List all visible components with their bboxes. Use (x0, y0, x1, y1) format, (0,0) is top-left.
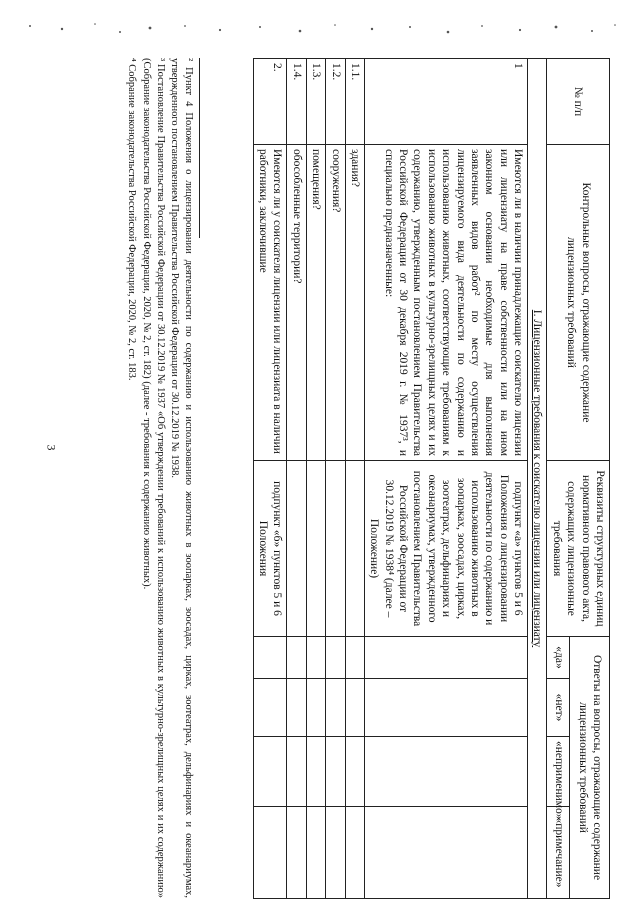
row-num: 1.2. (326, 59, 345, 145)
table-row (326, 59, 345, 899)
header-na: «неприменимо» (547, 737, 570, 807)
footnote-4: ⁴ Собрание законодательства Российской Федерации, 2020, № 2, ст. 183. (126, 58, 138, 381)
answer-na (326, 737, 345, 807)
answer-yes (253, 637, 287, 679)
header-num: № п/п (547, 59, 610, 145)
table-row (287, 59, 306, 899)
section-title: I. Лицензионные требования к соискателю лицензии или лицензиату (528, 59, 547, 899)
rotated-sheet (70, 58, 610, 898)
answer-yes (287, 637, 306, 679)
answer-no (306, 679, 325, 737)
row-requisite: подпункт «а» пунктов 5 и 6 Положения о лицензировании деятельности по содержанию и использованию животных в зоопарках, зоосадах, цирках, зоотеатрах, дельфинариях и океанариумах, утвержденного постановлением Правительства Российской Федерации от 30.12.2019 № 1938⁴ (далее – Положение) (365, 461, 528, 637)
footnote-3: ³ Постановление Правительства Российской Федерации от 30.12.2019 № 1937 «Об утверждении требований к использованию животных в культурно-зрелищных целях и их содержанию» (Собрание законодательства Российской Федерации, 2020, № 2, ст. 182) (далее - требования к содержанию животных). (141, 58, 166, 898)
scan-noise (0, 14, 640, 44)
row-requisite (287, 461, 306, 637)
header-no: «нет» (547, 679, 570, 737)
footnotes (124, 58, 200, 898)
row-num: 1.3. (306, 59, 325, 145)
answer-no (365, 679, 528, 737)
row-num: 2. (253, 59, 287, 145)
answer-note (345, 807, 364, 899)
row-requisite (326, 461, 345, 637)
answer-no (287, 679, 306, 737)
answer-yes (326, 637, 345, 679)
row-question: помещения? (306, 145, 325, 461)
row-requisite: подпункт «б» пунктов 5 и 6 Положения (253, 461, 287, 637)
row-num: 1.4. (287, 59, 306, 145)
answer-no (253, 679, 287, 737)
header-requisites: Реквизиты структурных единиц нормативного правового акта, содержащих лицензионные требования (547, 461, 610, 637)
table-row (365, 59, 528, 899)
answer-na (306, 737, 325, 807)
table-row (253, 59, 287, 899)
answer-na (345, 737, 364, 807)
header-yes: «да» (547, 637, 570, 679)
row-question: Имеются ли в наличии принадлежащие соискателю лицензии или лицензиату на праве собственности или на ином законном основании необходимые для выполнения заявленных видов работ² по месту осуществления лицензируемого вида деятельности по содержанию и использованию животных, соответствующие требованиям к использованию животных в культурно-зрелищных целях и их содержанию, утвержденным постановлением Правительства Российской Федерации от 30 декабря 2019 г. № 1937³, и специально предназначенные: (365, 145, 528, 461)
answer-no (326, 679, 345, 737)
answer-yes (306, 637, 325, 679)
row-question: обособленные территории? (287, 145, 306, 461)
footnote-2: ² Пункт 4 Положения о лицензировании деятельности по содержанию и использованию животных в зоопарках, зоосадах, цирках, зоотеатрах, дельфинариях и океанариумах, утвержденного постановлением Правительства Российской Федерации от 30.12.2019 № 1938. (169, 58, 194, 898)
header-answers: Ответы на вопросы, отражающие содержание лицензионных требований (570, 637, 610, 899)
answer-na (253, 737, 287, 807)
header-note: «примечание» (547, 807, 570, 899)
answer-na (365, 737, 528, 807)
table-row (345, 59, 364, 899)
row-requisite (345, 461, 364, 637)
footnote-rule (199, 58, 200, 238)
requirements-table (253, 58, 610, 899)
header-question: Контрольные вопросы, отражающие содержание лицензионных требований (547, 145, 610, 461)
table-row (306, 59, 325, 899)
answer-note (287, 807, 306, 899)
answer-yes (345, 637, 364, 679)
answer-note (326, 807, 345, 899)
answer-note (306, 807, 325, 899)
row-num: 1.1. (345, 59, 364, 145)
row-question: сооружения? (326, 145, 345, 461)
row-question: здания? (345, 145, 364, 461)
answer-no (345, 679, 364, 737)
answer-note (253, 807, 287, 899)
answer-note (365, 807, 528, 899)
answer-na (287, 737, 306, 807)
row-requisite (306, 461, 325, 637)
row-num: 1 (365, 59, 528, 145)
row-question: Имеются ли у соискателя лицензии или лицензиата в наличии работники, заключившие (253, 145, 287, 461)
answer-yes (365, 637, 528, 679)
page-number: 3 (44, 444, 59, 451)
